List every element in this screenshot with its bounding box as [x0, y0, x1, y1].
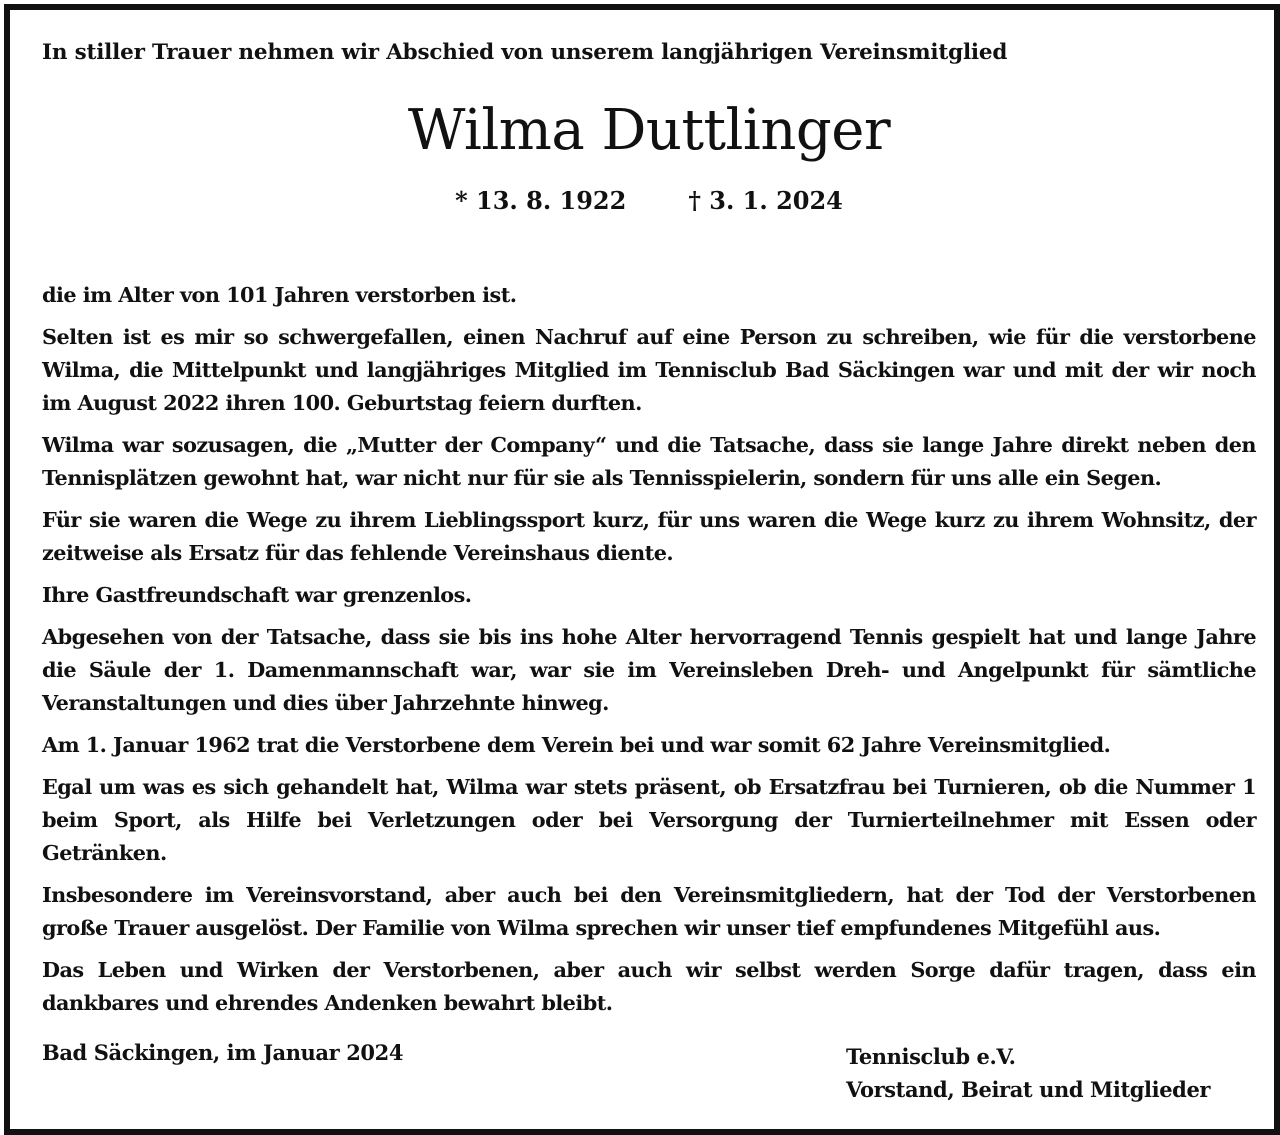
signature-members: Vorstand, Beirat und Mitglieder [846, 1077, 1211, 1102]
paragraph: Am 1. Januar 1962 trat die Verstorbene dem Verein bei und war somit 62 Jahre Vereinsmitglied. [42, 732, 1111, 757]
paragraph: die im Alter von 101 Jahren verstorben ist. [42, 282, 517, 307]
paragraph: Insbesondere im Vereinsvorstand, aber auch bei den Vereinsmitgliedern, hat der Tod der Verstorbenen große Trauer ausgelöst. Der Familie von Wilma sprechen wir unser tief empfundenes Mitgefühl aus. [42, 882, 1256, 940]
paragraph: Selten ist es mir so schwergefallen, einen Nachruf auf eine Person zu schreiben, wie für die verstorbene Wilma, die Mittelpunkt und langjähriges Mitglied im Tennisclub Bad Säckingen war und mit der wir noch im August 2022 ihren 100. Geburtstag feiern durften. [42, 324, 1256, 415]
place-date: Bad Säckingen, im Januar 2024 [42, 1040, 404, 1065]
paragraph: Egal um was es sich gehandelt hat, Wilma war stets präsent, ob Ersatzfrau bei Turnieren, ob die Nummer 1 beim Sport, als Hilfe bei Verletzungen oder bei Versorgung der Turnierteilnehmer mit Essen oder Getränken. [42, 774, 1256, 865]
paragraph: Wilma war sozusagen, die „Mutter der Company“ und die Tatsache, dass sie lange Jahre direkt neben den Tennisplätzen gewohnt hat, war nicht nur für sie als Tennisspielerin, sondern für uns alle ein Segen. [42, 432, 1256, 490]
paragraph: Abgesehen von der Tatsache, dass sie bis ins hohe Alter hervorragend Tennis gespielt hat und lange Jahre die Säule der 1. Damenmannschaft war, war sie im Vereinsleben Dreh- und Angelpunkt für sämtliche Veranstaltungen und dies über Jahrzehnte hinweg. [42, 624, 1256, 715]
life-dates [42, 186, 1256, 215]
intro-line: In stiller Trauer nehmen wir Abschied von unserem langjährigen Vereinsmitglied [42, 40, 1008, 65]
paragraph: Für sie waren die Wege zu ihrem Lieblingssport kurz, für uns waren die Wege kurz zu ihrem Wohnsitz, der zeitweise als Ersatz für das fehlende Vereinshaus diente. [42, 507, 1256, 565]
signature-club: Tennisclub e.V. [846, 1044, 1016, 1069]
obituary-body [42, 278, 1256, 1028]
death-date: † 3. 1. 2024 [688, 186, 843, 215]
paragraph: Das Leben und Wirken der Verstorbenen, aber auch wir selbst werden Sorge dafür tragen, dass ein dankbares und ehrendes Andenken bewahrt bleibt. [42, 957, 1256, 1015]
signature-block [846, 1040, 1210, 1106]
paragraph: Ihre Gastfreundschaft war grenzenlos. [42, 582, 472, 607]
deceased-name: Wilma Duttlinger [407, 98, 891, 163]
obituary-frame [4, 4, 1280, 1135]
birth-date: * 13. 8. 1922 [455, 186, 627, 215]
